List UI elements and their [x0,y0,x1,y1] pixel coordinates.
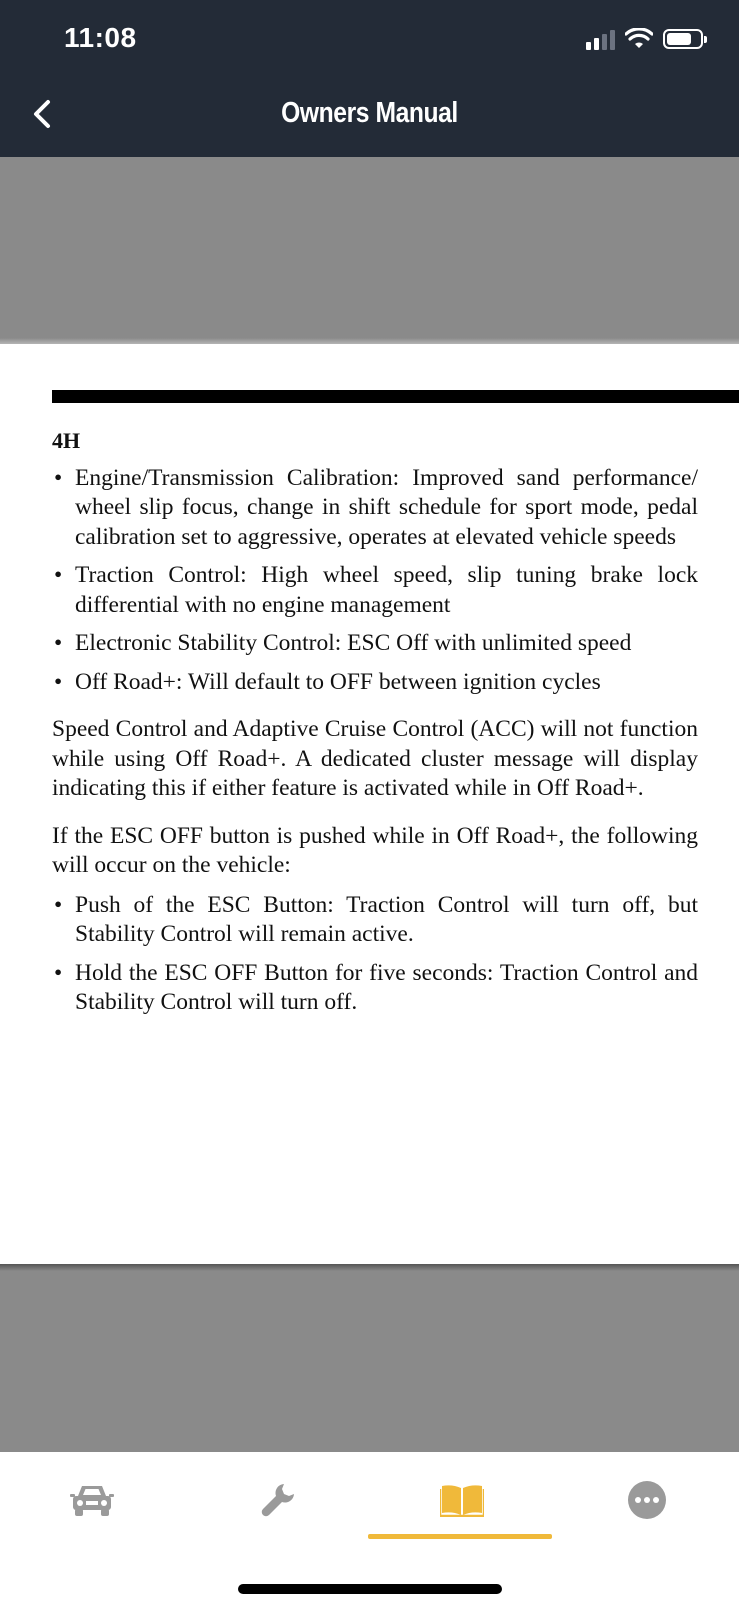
status-time: 11:08 [64,22,137,53]
manual-content [52,426,698,1027]
list-item: • Traction Control: High wheel speed, slip tuning brake lock differential with no engine management [52,561,698,620]
wifi-icon [625,28,653,50]
list-item: • Electronic Stability Control: ESC Off with unlimited speed [52,629,698,659]
bullet-list-1 [52,464,698,698]
tab-manual[interactable] [432,1472,492,1528]
paragraph-esc: If the ESC OFF button is pushed while in Off Road+, the following will occur on the vehicle: [52,822,698,878]
cellular-signal-icon [586,28,615,50]
bullet-list-2 [52,891,698,1018]
tab-service[interactable] [248,1472,308,1528]
tab-more[interactable] [617,1472,677,1528]
page-gap-bottom [0,1264,739,1452]
car-icon [70,1482,114,1518]
home-indicator[interactable] [238,1584,502,1594]
status-icons [586,26,703,52]
manual-page[interactable] [0,344,739,1264]
paragraph-acc: Speed Control and Adaptive Cruise Control (ACC) will not function while using Off Road+. A dedicated cluster message will display indicating this if either feature is activated while in Off Road+. [52,716,698,801]
tab-bar [0,1452,739,1600]
list-item: • Push of the ESC Button: Traction Control will turn off, but Stability Control will remain active. [52,891,698,950]
section-rule [52,390,739,403]
tab-vehicle[interactable] [62,1472,122,1528]
battery-icon [663,29,703,49]
section-heading: 4H [52,428,81,453]
book-icon [440,1483,484,1517]
wrench-icon [258,1480,298,1520]
page-title: Owners Manual [281,97,458,129]
more-icon [627,1480,667,1520]
list-item: • Engine/Transmission Calibration: Improved sand performance/ wheel slip focus, change in shift schedule for sport mode, pedal calibration set to aggressive, operates at elevated vehicle speeds [52,464,698,553]
list-item: • Hold the ESC OFF Button for five seconds: Traction Control and Stability Control will turn off. [52,959,698,1018]
page-gap-top [0,157,739,344]
list-item: • Off Road+: Will default to OFF between ignition cycles [52,668,698,698]
app-header [0,0,739,157]
active-tab-indicator [368,1534,552,1539]
